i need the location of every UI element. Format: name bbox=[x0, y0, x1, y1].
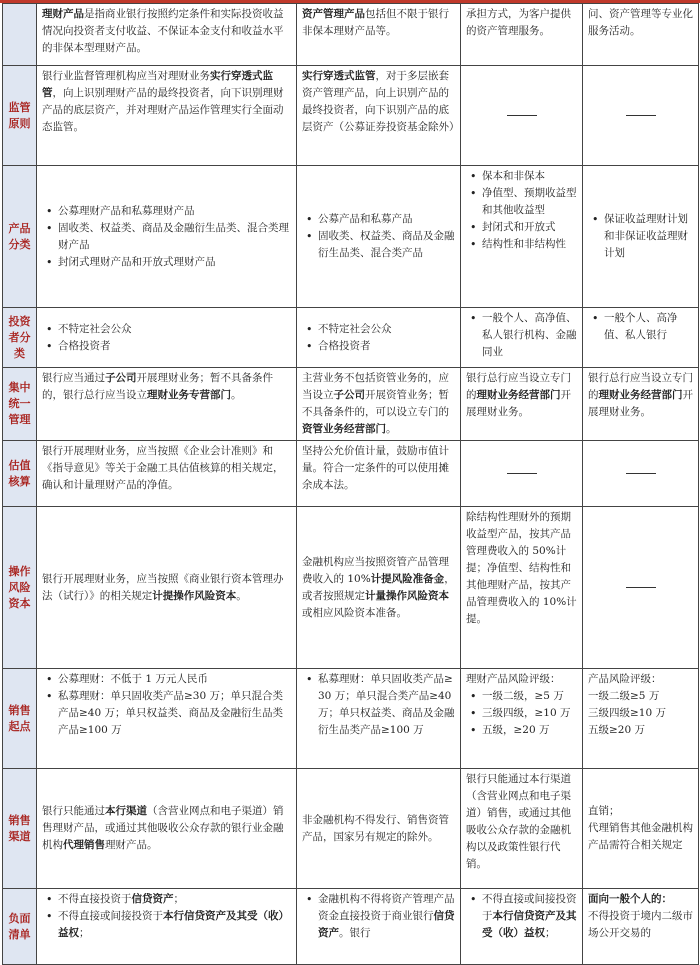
cell-text: 坚持公允价值计量，鼓励市值计量。符合一定条件的可以使用摊余成本法。 bbox=[302, 445, 449, 491]
table-row bbox=[3, 669, 699, 769]
cell-wealth-rules bbox=[37, 4, 297, 66]
list-item: • 一级二级，≥5 万 bbox=[482, 688, 577, 705]
cell-wealth-rules bbox=[37, 308, 297, 368]
table-row bbox=[3, 769, 699, 889]
cell-text: 银行只能通过本行渠道（含营业网点和电子渠道）销售理财产品，或通过其他吸收公众存款的银行业金融机构代理销售理财产品。 bbox=[42, 805, 284, 851]
table-row bbox=[3, 308, 699, 368]
empty-dash bbox=[507, 115, 537, 116]
table-row bbox=[3, 889, 699, 965]
cell-col4 bbox=[583, 166, 699, 308]
cell-asset-mgmt-guidance bbox=[297, 308, 461, 368]
list-item: • 保本和非保本 bbox=[482, 168, 577, 185]
cell-col3 bbox=[461, 769, 583, 889]
cell-wealth-rules bbox=[37, 507, 297, 669]
list-item: • 不特定社会公众 bbox=[58, 321, 291, 338]
list-item: • 固收类、权益类、商品及金融衍生品类、混合类产品 bbox=[318, 228, 455, 262]
list-item: • 封闭式和开放式 bbox=[482, 219, 577, 236]
empty-dash bbox=[626, 115, 656, 116]
list-item: • 结构性和非结构性 bbox=[482, 236, 577, 253]
row-head: 负面清单 bbox=[3, 889, 37, 965]
cell-text: 问、资产管理等专业化服务活动。 bbox=[588, 8, 693, 37]
table-row bbox=[3, 368, 699, 441]
cell-text: 银行总行应当设立专门的理财业务经营部门开展理财业务。 bbox=[466, 372, 571, 418]
comparison-table bbox=[2, 3, 699, 965]
table-row bbox=[3, 4, 699, 66]
row-head: 监管原则 bbox=[3, 66, 37, 166]
cell-text: 银行总行应当设立专门的理财业务经营部门开展理财业务。 bbox=[588, 372, 693, 418]
list-item: • 三级四级，≥10 万 bbox=[482, 705, 577, 722]
cell-col3 bbox=[461, 4, 583, 66]
list-item: • 保证收益理财计划和非保证收益理财计划 bbox=[604, 211, 693, 262]
bullet-list bbox=[466, 168, 577, 253]
cell-asset-mgmt-guidance bbox=[297, 507, 461, 669]
cell-text: 银行业监督管理机构应当对理财业务实行穿透式监管，向上识别理财产品的最终投资者，向下识别理财产品的底层资产，并对理财产品运作管理实行全面动态监管。 bbox=[42, 70, 284, 133]
cell-asset-mgmt-guidance bbox=[297, 368, 461, 441]
cell-col4 bbox=[583, 66, 699, 166]
empty-dash bbox=[507, 473, 537, 474]
bullet-list bbox=[302, 891, 455, 942]
cell-col3 bbox=[461, 368, 583, 441]
cell-wealth-rules bbox=[37, 769, 297, 889]
bullet-list bbox=[42, 203, 291, 271]
bullet-list bbox=[588, 211, 693, 262]
list-item: • 公募产品和私募产品 bbox=[318, 211, 455, 228]
cell-col4 bbox=[583, 308, 699, 368]
bullet-list bbox=[302, 211, 455, 262]
cell-col4 bbox=[583, 368, 699, 441]
table-row bbox=[3, 166, 699, 308]
cell-wealth-rules bbox=[37, 66, 297, 166]
bullet-list bbox=[302, 321, 455, 355]
cell-col3 bbox=[461, 669, 583, 769]
row-head: 操作风险资本 bbox=[3, 507, 37, 669]
cell-col4 bbox=[583, 441, 699, 507]
cell-col3 bbox=[461, 889, 583, 965]
cell-asset-mgmt-guidance bbox=[297, 889, 461, 965]
cell-text: 银行开展理财业务，应当按照《企业会计准则》和《指导意见》等关于金融工具估值核算的相关规定，确认和计量理财产品的净值。 bbox=[42, 445, 284, 491]
cell-col4 bbox=[583, 769, 699, 889]
list-item: • 不得直接投资于信贷资产； bbox=[58, 891, 291, 908]
list-item: • 公募理财：不低于 1 万元人民币 bbox=[58, 671, 291, 688]
row-head: 估值核算 bbox=[3, 441, 37, 507]
list-item: • 一般个人、高净值、私人银行 bbox=[604, 310, 693, 344]
list-item: • 合格投资者 bbox=[318, 338, 455, 355]
cell-text: 银行应当通过子公司开展理财业务；暂不具备条件的，银行总行应当设立理财业务专营部门。 bbox=[42, 372, 273, 401]
cell-wealth-rules bbox=[37, 441, 297, 507]
cell-text: 面向一般个人的： 不得投资于境内二级市场公开交易的 bbox=[588, 893, 693, 939]
row-head: 产品分类 bbox=[3, 166, 37, 308]
bullet-list bbox=[42, 671, 291, 739]
cell-col4 bbox=[583, 669, 699, 769]
row-head: 销售起点 bbox=[3, 669, 37, 769]
cell-col3 bbox=[461, 507, 583, 669]
cell-asset-mgmt-guidance bbox=[297, 441, 461, 507]
cell-text: 实行穿透式监管，对于多层嵌套资产管理产品，向上识别产品的最终投资者，向下识别产品的底层资产（公募证券投资基金除外） bbox=[302, 70, 460, 133]
cell-text: 主营业务不包括资管业务的，应当设立子公司开展资管业务；暂不具备条件的，可以设立专门的资管业务经营部门。 bbox=[302, 372, 449, 435]
empty-dash bbox=[626, 587, 656, 588]
bullet-list bbox=[302, 671, 455, 739]
cell-asset-mgmt-guidance bbox=[297, 166, 461, 308]
cell-asset-mgmt-guidance bbox=[297, 669, 461, 769]
cell-text: 除结构性理财外的预期收益型产品，按其产品管理费收入的 50%计提；净值型、结构性和其他理财产品，按其产品管理费收入的 10%计提。 bbox=[466, 511, 577, 625]
list-item: • 金融机构不得将资产管理产品资金直接投资于商业银行信贷资产。银行 bbox=[318, 891, 455, 942]
list-item: • 不特定社会公众 bbox=[318, 321, 455, 338]
cell-text: 理财产品风险评级： bbox=[466, 673, 561, 685]
cell-col3 bbox=[461, 441, 583, 507]
list-item: • 不得直接或间接投资于本行信贷资产及其受（收）益权； bbox=[58, 908, 291, 942]
cell-col3 bbox=[461, 308, 583, 368]
row-head bbox=[3, 4, 37, 66]
list-item: • 固收类、权益类、商品及金融衍生品类、混合类理财产品 bbox=[58, 220, 291, 254]
list-item: • 不得直接或间接投资于本行信贷资产及其受（收）益权； bbox=[482, 891, 577, 942]
table-row bbox=[3, 66, 699, 166]
cell-asset-mgmt-guidance bbox=[297, 4, 461, 66]
cell-wealth-rules bbox=[37, 669, 297, 769]
list-item: • 合格投资者 bbox=[58, 338, 291, 355]
cell-col4 bbox=[583, 889, 699, 965]
cell-text: 非金融机构不得发行、销售资管产品，国家另有规定的除外。 bbox=[302, 813, 449, 843]
empty-dash bbox=[626, 473, 656, 474]
bullet-list bbox=[42, 891, 291, 942]
cell-asset-mgmt-guidance bbox=[297, 66, 461, 166]
cell-text: 金融机构应当按照资管产品管理费收入的 10%计提风险准备金，或者按照规定计量操作风险资本或相应风险资本准备。 bbox=[302, 555, 455, 619]
list-item: • 私募理财：单只固收类产品≥30 万；单只混合类产品≥40 万；单只权益类、商品及金融衍生品类产品≥100 万 bbox=[318, 671, 455, 739]
cell-text: 银行开展理财业务，应当按照《商业银行资本管理办法（试行）》的相关规定计提操作风险资本。 bbox=[42, 572, 284, 602]
cell-text: 资产管理产品包括但不限于银行非保本理财产品等。 bbox=[302, 8, 449, 37]
cell-wealth-rules bbox=[37, 889, 297, 965]
cell-col4 bbox=[583, 4, 699, 66]
cell-col3 bbox=[461, 66, 583, 166]
cell-wealth-rules bbox=[37, 166, 297, 308]
cell-col4 bbox=[583, 507, 699, 669]
bullet-list bbox=[466, 310, 577, 361]
list-item: • 封闭式理财产品和开放式理财产品 bbox=[58, 254, 291, 271]
list-item: • 私募理财：单只固收类产品≥30 万；单只混合类产品≥40 万；单只权益类、商品及金融衍生品类产品≥100 万 bbox=[58, 688, 291, 739]
row-head: 投资者分类 bbox=[3, 308, 37, 368]
list-item: • 公募理财产品和私募理财产品 bbox=[58, 203, 291, 220]
cell-text: 承担方式，为客户提供的资产管理服务。 bbox=[466, 8, 571, 37]
row-head: 集中统一管理 bbox=[3, 368, 37, 441]
cell-col3 bbox=[461, 166, 583, 308]
table-row bbox=[3, 507, 699, 669]
bullet-list bbox=[42, 321, 291, 355]
cell-text: 理财产品是指商业银行按照约定条件和实际投资收益情况向投资者支付收益、不保证本金支付和收益水平的非保本型理财产品。 bbox=[42, 8, 284, 54]
cell-wealth-rules bbox=[37, 368, 297, 441]
cell-text: 产品风险评级： 一级二级≥5 万 三级四级≥10 万 五级≥20 万 bbox=[588, 673, 666, 736]
cell-text: 直销； 代理销售其他金融机构产品需符合相关规定 bbox=[588, 805, 693, 851]
row-head: 销售渠道 bbox=[3, 769, 37, 889]
list-item: • 五级，≥20 万 bbox=[482, 722, 577, 739]
table-row bbox=[3, 441, 699, 507]
list-item: • 净值型、预期收益型和其他收益型 bbox=[482, 185, 577, 219]
bullet-list bbox=[588, 310, 693, 344]
bullet-list bbox=[466, 891, 577, 942]
bullet-list bbox=[466, 688, 577, 739]
cell-text: 银行只能通过本行渠道（含营业网点和电子渠道）销售，或通过其他吸收公众存款的金融机构以及政策性银行代销。 bbox=[466, 773, 571, 870]
cell-asset-mgmt-guidance bbox=[297, 769, 461, 889]
list-item: • 一般个人、高净值、私人银行机构、金融同业 bbox=[482, 310, 577, 361]
